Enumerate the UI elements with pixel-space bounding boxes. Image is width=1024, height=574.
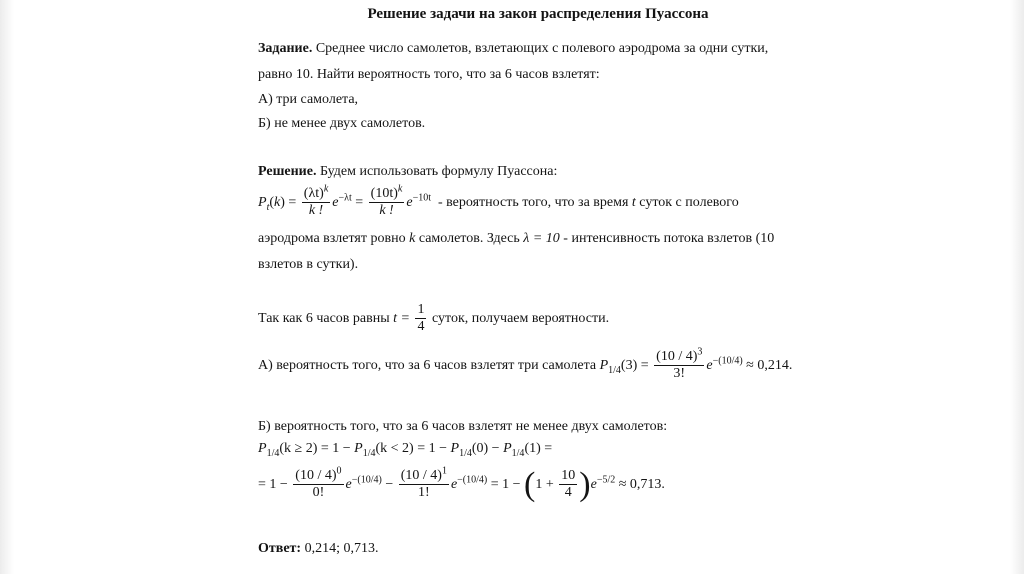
part-a-den: 3! [673,366,686,382]
b1-d: (1) = [524,441,553,456]
t-equation-line [258,300,609,338]
formula-sub-t: t [266,201,270,213]
answer-line [258,540,378,558]
b1-c: (0) − [471,441,500,456]
b2-num1: (10 / 4) [400,468,442,484]
frac1-num: (λt) [303,186,324,202]
b1-P4: P [503,441,512,456]
page-shadow-left [0,0,14,574]
formula-exp-1: −λt [338,192,352,204]
line2-a: аэродрома взлетят ровно [258,231,406,246]
poisson-formula-line: $P_t(k)$ = $\frac{(\lambda t)^k}{k !}$ $e^{-\lambda t}$ = $\frac{(10t)^k}{k !}$ $e^{-10t}$ - вероятность того, что за время t суток с полевого [258,183,739,219]
b2-exp0: −(10/4) [351,474,382,486]
solution-line-3: взлетов в сутки). [258,257,359,272]
part-a-exp: −(10/4) [712,355,743,367]
answer-label: Ответ: [258,541,302,556]
document-page [258,0,818,574]
b2-sup0: 0 [336,465,342,477]
part-b-eq-1 [258,440,552,458]
formula-frac-2 [369,183,405,219]
b2-result: ≈ 0,713. [618,477,665,492]
b2-sup1: 1 [441,465,447,477]
b1-sub4: 1/4 [511,447,525,459]
formula-frac-1 [302,183,330,219]
solution-intro-text: Будем использовать формулу Пуассона: [319,164,558,179]
frac1-den: k ! [308,203,324,219]
answer-value: 0,214; 0,713. [304,541,379,556]
b2-exp1: −(10/4) [457,474,488,486]
t-outro: суток, получаем вероятности. [431,311,610,326]
formula-desc: - вероятность того, что за время [437,195,629,210]
t-intro: Так как 6 часов равны [258,311,390,326]
part-a-result: ≈ 0,214. [746,358,793,373]
part-b-eq-2: = 1 − $\frac{(10 / 4)^0}{0!}$ $e^{-(10/4)}$ − $\frac{(10 / 4)^1}{1!}$ $e^{-(10/4)} = 1 - (1$ + $\frac{10}{4}$ )$e^{-5/2} \approx 0,713$. [258,465,665,503]
b2-four: 4 [564,485,572,501]
quarter-num: 1 [417,302,425,318]
b1-P3: P [450,441,460,456]
task-item-b: Б) не менее двух самолетов. [258,116,426,131]
b1-P2: P [354,441,363,456]
solution-line-2 [258,230,774,248]
b2-exp-b: −5/2 [596,474,616,486]
document-title: Решение задачи на закон распределения Пуассона [367,6,709,22]
b1-sub3: 1/4 [459,447,472,459]
task-label: Задание. [258,41,313,56]
b2-num0: (10 / 4) [295,468,337,484]
frac2-num: (10t) [370,186,398,202]
part-a-frac [654,346,704,382]
part-a-text: А) вероятность того, что за 6 часов взлетят три самолета [258,358,597,373]
task-text-1: Среднее число самолетов, взлетающих с полевого аэродрома за одни сутки, [315,41,769,56]
formula-P: P [258,195,267,210]
part-a-P: P [599,358,609,373]
b2-frac-10-4 [559,468,577,501]
b2-ten: 10 [561,468,576,484]
b1-P1: P [258,441,267,456]
right-paren: ) [579,465,591,503]
b2-den0: 0! [312,485,325,501]
task-line-1 [258,40,768,58]
task-line-2: равно 10. Найти вероятность того, что за 6 часов взлетят: [258,67,600,82]
t-eq: t = [393,311,410,326]
b1-a: (k ≥ 2) = 1 − [279,441,351,456]
formula-exp-2: −10t [412,192,431,204]
lambda-eq: λ = 10 [523,231,560,246]
b2-frac-1 [399,465,449,501]
frac2-den: k ! [379,203,394,219]
frac2-sup: k [397,183,403,195]
part-a-num: (10 / 4) [656,349,698,365]
line2-k: k [409,231,416,246]
line2-c: - интенсивность потока взлетов (10 [563,231,775,246]
frac1-sup: k [323,183,329,195]
quarter-frac [415,302,426,335]
formula-desc-2: суток с полевого [639,195,739,210]
b1-sub1: 1/4 [266,447,280,459]
part-a-line: А) вероятность того, что за 6 часов взлетят три самолета $P_{1/4}(3)$ = $\frac{(10 / 4)^3}{3!}$ $e^{-(10/4)} \approx 0,214$. [258,346,793,382]
formula-desc-t: t [631,195,636,210]
formula-k: k [274,195,281,210]
part-a-sup: 3 [697,346,703,358]
quarter-den: 4 [417,319,425,335]
b1-sub2: 1/4 [362,447,376,459]
part-a-sub: 1/4 [608,364,621,376]
page-shadow-right [1010,0,1024,574]
solution-label: Решение. [258,164,317,179]
left-paren: ( [524,465,536,503]
part-b-text: Б) вероятность того, что за 6 часов взлетят не менее двух самолетов: [258,419,668,434]
line2-b: самолетов. Здесь [418,231,520,246]
b2-den1: 1! [417,485,430,501]
task-item-a: А) три самолета, [258,92,359,107]
solution-intro [258,163,557,181]
b2-frac-0 [293,465,343,501]
b1-b: (k < 2) = 1 − [375,441,448,456]
